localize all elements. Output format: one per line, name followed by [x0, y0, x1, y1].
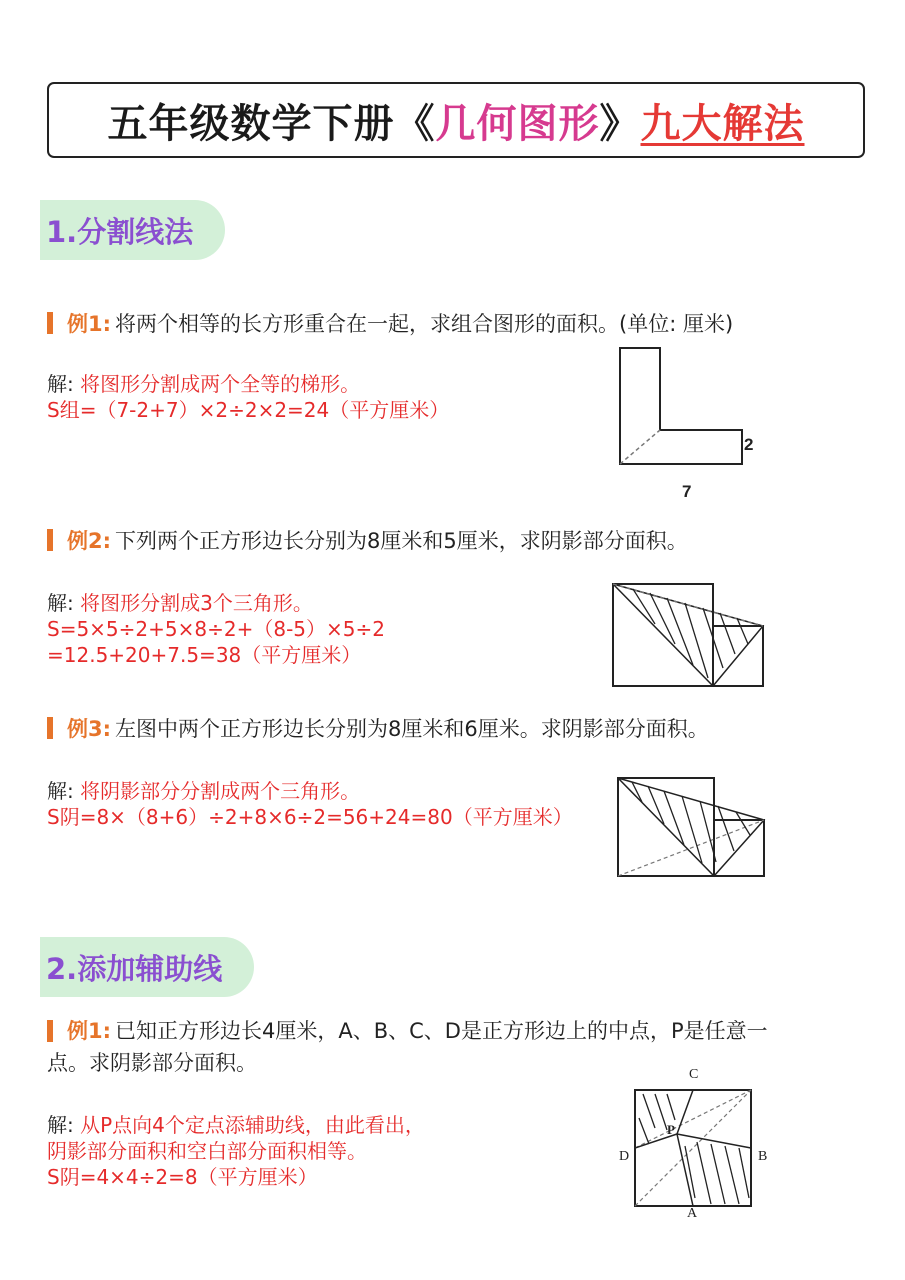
figure-two-squares-1	[605, 580, 770, 692]
point-label-p: P	[667, 1122, 675, 1137]
solution-line: S阴=8×（8+6）÷2+8×6÷2=56+24=80（平方厘米）	[47, 805, 573, 829]
accent-bar	[47, 1020, 53, 1042]
example-text: 已知正方形边长4厘米，A、B、C、D是正方形边上的中点，P是任意一	[115, 1019, 768, 1043]
example-4-solution	[47, 1112, 425, 1190]
solution-line: 将阴影部分分割成两个三角形。	[80, 779, 361, 803]
section-header-1	[40, 200, 225, 260]
solution-line: S阴=4×4÷2=8（平方厘米）	[47, 1165, 318, 1189]
title-part2: 几何图形	[435, 100, 600, 147]
solution-line: =12.5+20+7.5=38（平方厘米）	[47, 643, 362, 667]
solution-line: 将图形分割成3个三角形。	[80, 591, 313, 615]
example-text: 下列两个正方形边长分别为8厘米和5厘米，求阴影部分面积。	[115, 529, 688, 553]
section-header-2	[40, 937, 254, 997]
example-1-solution	[47, 371, 449, 423]
example-text: 左图中两个正方形边长分别为8厘米和6厘米。求阴影部分面积。	[115, 717, 709, 741]
example-label: 例3:	[67, 717, 112, 741]
solution-line: 阴影部分面积和空白部分面积相等。	[47, 1139, 367, 1163]
example-label: 例1:	[67, 312, 112, 336]
title-part1: 五年级数学下册《	[107, 100, 436, 147]
solution-line: 从P点向4个定点添辅助线，由此看出，	[80, 1113, 425, 1137]
point-label-b: B	[758, 1149, 768, 1164]
solution-key: 解:	[47, 372, 74, 396]
example-2-question	[47, 525, 688, 555]
section-label: 2.添加辅助线	[46, 951, 223, 986]
point-label-d: D	[619, 1149, 630, 1164]
example-text: 将两个相等的长方形重合在一起，求组合图形的面积。(单位: 厘米)	[115, 312, 734, 336]
solution-line: 将图形分割成两个全等的梯形。	[80, 372, 361, 396]
solution-key: 解:	[47, 591, 74, 615]
figure-l-shape	[610, 340, 760, 505]
solution-line: S=5×5÷2+5×8÷2+（8-5）×5÷2	[47, 617, 385, 641]
example-text: 点。求阴影部分面积。	[47, 1051, 257, 1075]
point-label-a: A	[687, 1206, 698, 1218]
section-label: 1.分割线法	[46, 214, 194, 249]
solution-line: S组=（7-2+7）×2÷2×2=24（平方厘米）	[47, 398, 450, 422]
title-part3: 》	[599, 100, 641, 147]
title-part4: 九大解法	[640, 100, 805, 147]
example-label: 例1:	[67, 1019, 112, 1043]
accent-bar	[47, 529, 53, 551]
example-1-question	[47, 308, 733, 338]
figure-label-2: 2	[744, 435, 754, 454]
example-3-solution	[47, 778, 573, 830]
example-label: 例2:	[67, 529, 112, 553]
figure-label-7: 7	[682, 482, 692, 501]
figure-square-midpoints	[615, 1058, 780, 1218]
page-title	[47, 82, 865, 158]
solution-key: 解:	[47, 1113, 74, 1137]
example-2-solution	[47, 590, 385, 668]
example-3-question	[47, 713, 709, 743]
point-label-c: C	[689, 1067, 699, 1082]
figure-two-squares-2	[612, 772, 772, 882]
solution-key: 解:	[47, 779, 74, 803]
accent-bar	[47, 717, 53, 739]
accent-bar	[47, 312, 53, 334]
